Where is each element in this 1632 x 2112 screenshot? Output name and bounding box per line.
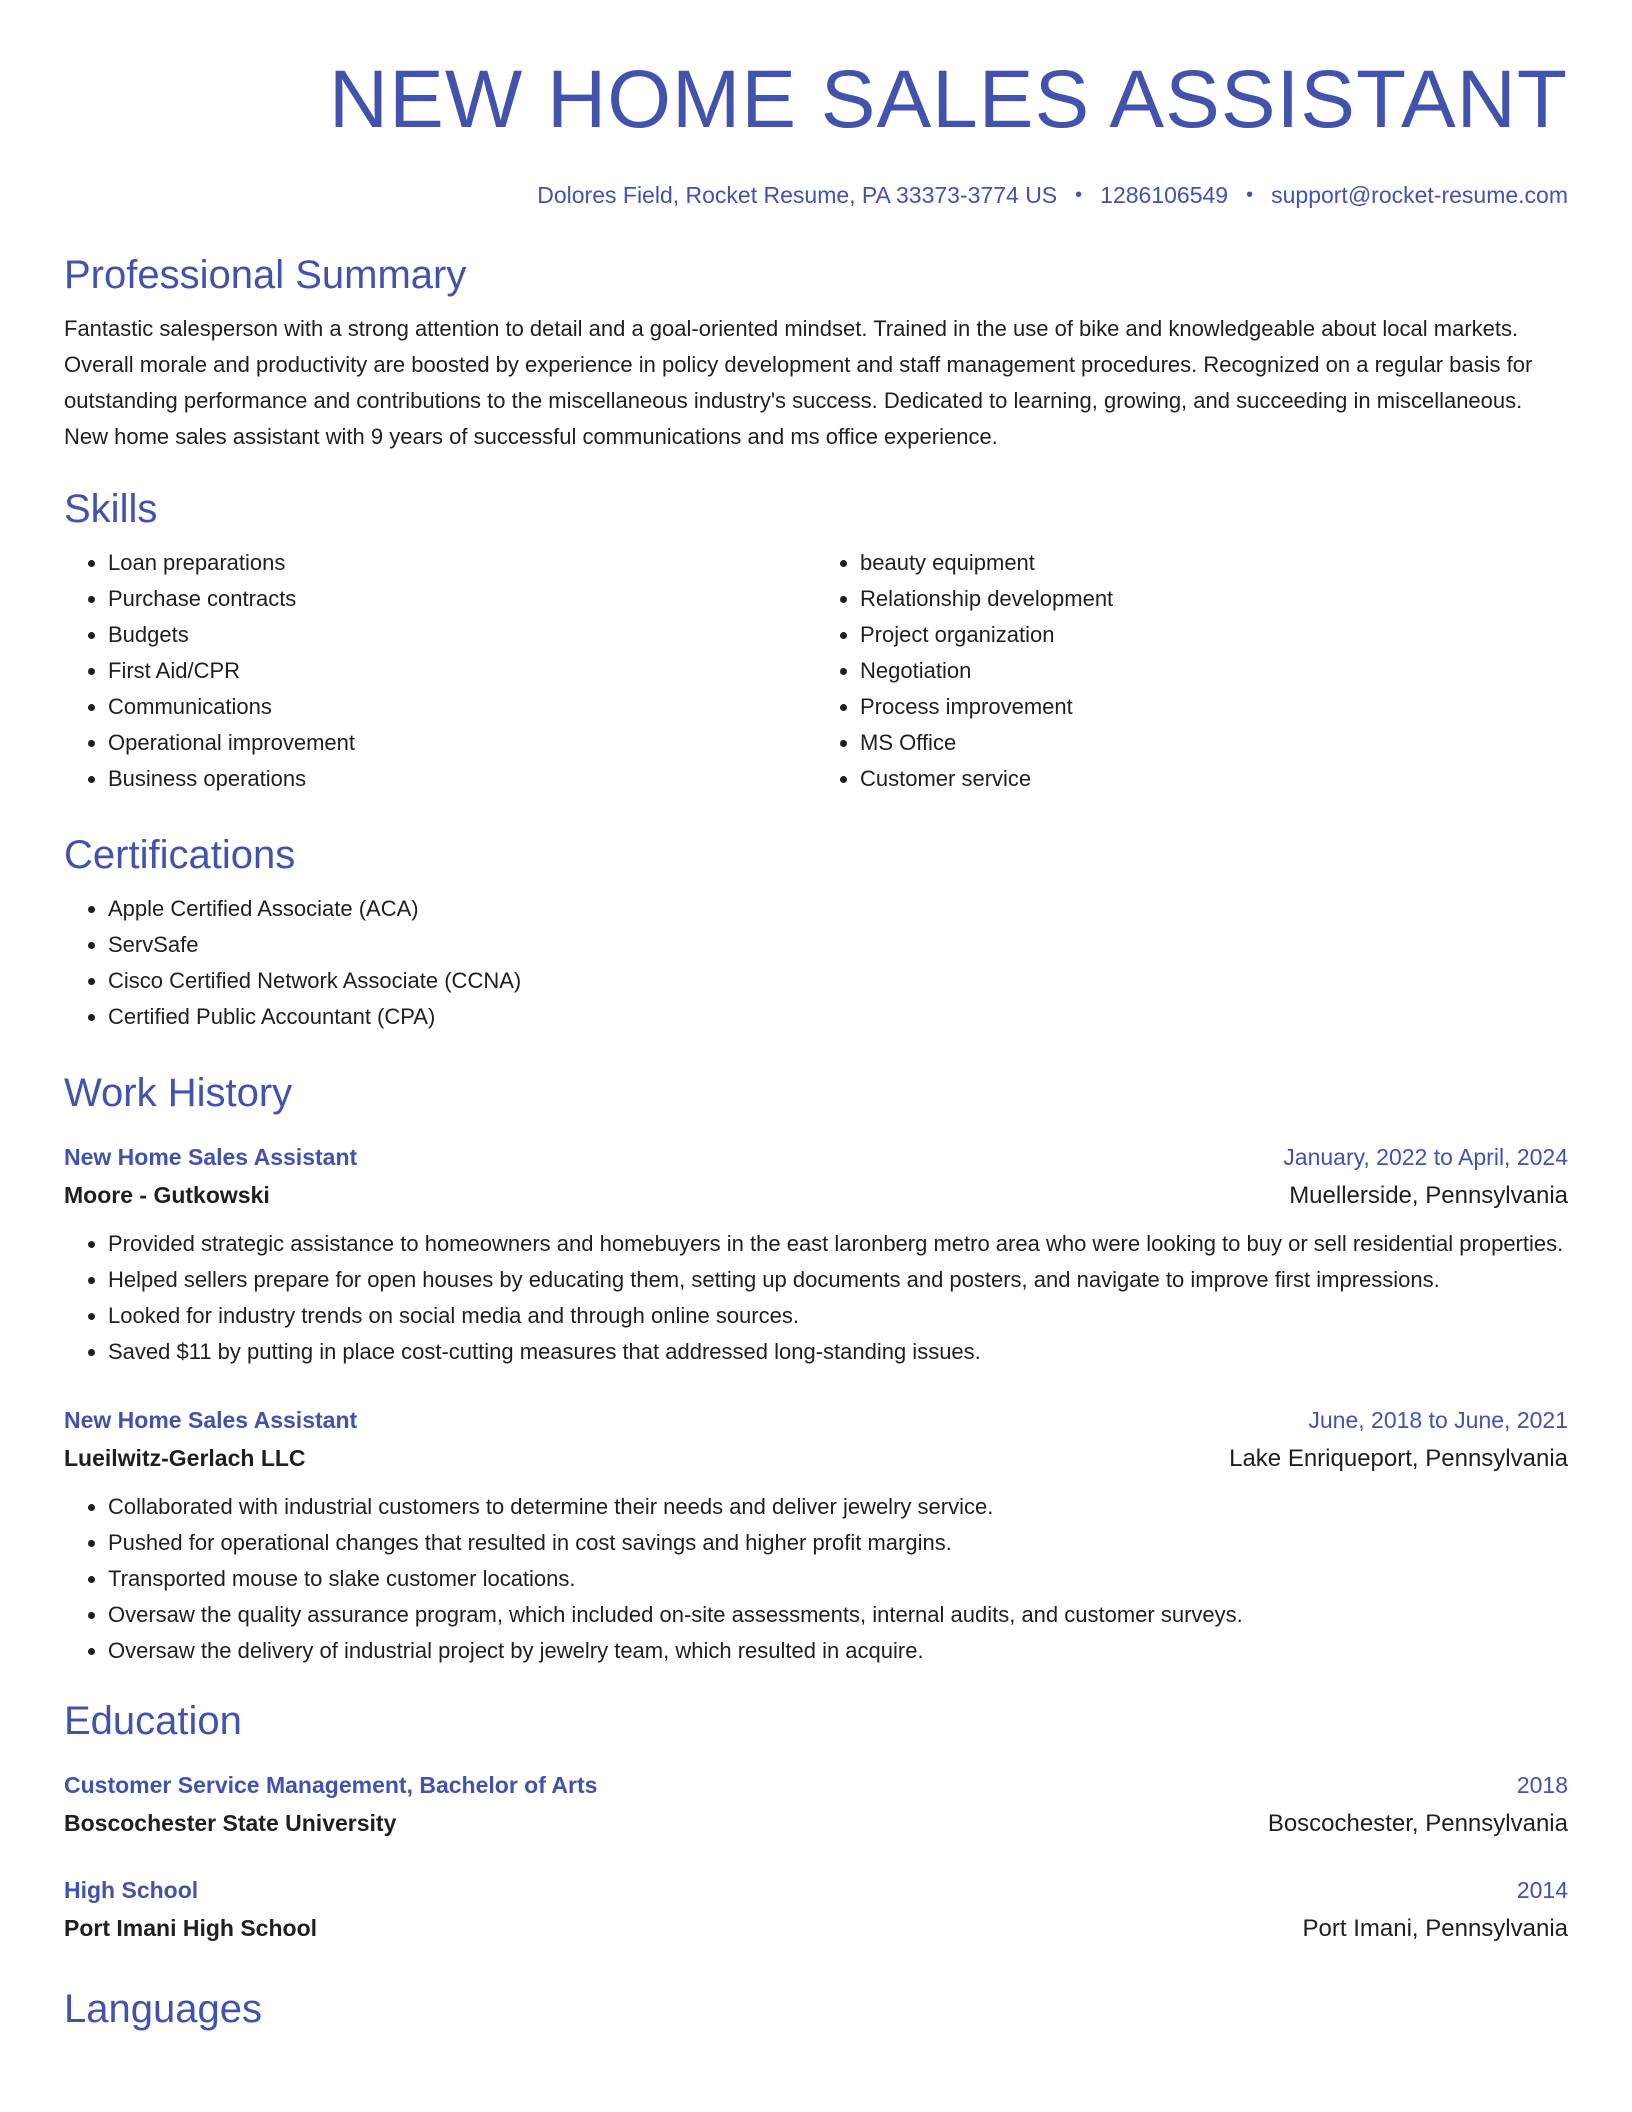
job-bullet: • Collaborated with industrial customers to determine their needs and deliver jewelry service. xyxy=(108,1489,1568,1525)
skill-item: • Communications xyxy=(108,689,816,725)
job-bullet: • Pushed for operational changes that resulted in cost savings and higher profit margins. xyxy=(108,1525,1568,1561)
skill-item: • Operational improvement xyxy=(108,725,816,761)
skill-item: • Budgets xyxy=(108,617,816,653)
education-header-row xyxy=(64,1767,1568,1803)
skill-item: • Business operations xyxy=(108,761,816,797)
work-history-heading: Work History xyxy=(64,1071,293,1115)
skill-item: • Purchase contracts xyxy=(108,581,816,617)
contact-phone: 1286106549 xyxy=(1100,182,1229,208)
certification-item: • Cisco Certified Network Associate (CCNA) xyxy=(108,963,1568,999)
job-bullet: • Provided strategic assistance to homeowners and homebuyers in the east laronberg metro area who were looking to buy or sell residential properties. xyxy=(108,1226,1568,1262)
skill-item: • Relationship development xyxy=(860,581,1568,617)
skill-item: • Project organization xyxy=(860,617,1568,653)
education-year: 2018 xyxy=(1516,1772,1568,1798)
contact-address: Dolores Field, Rocket Resume, PA 33373-3774 US xyxy=(537,182,1058,208)
job-role: New Home Sales Assistant xyxy=(64,1407,358,1433)
job-role: New Home Sales Assistant xyxy=(64,1144,358,1170)
job-bullet: • Oversaw the delivery of industrial project by jewelry team, which resulted in acquire. xyxy=(108,1633,1568,1669)
education-location: Port Imani, Pennsylvania xyxy=(1302,1915,1568,1942)
job-company: Moore - Gutkowski xyxy=(64,1182,270,1208)
separator-dot: • xyxy=(1075,184,1083,206)
education-year: 2014 xyxy=(1516,1877,1568,1903)
job-header-row xyxy=(64,1139,1568,1175)
education-header-row xyxy=(64,1872,1568,1908)
education-school-row xyxy=(64,1803,1568,1844)
certification-item: • ServSafe xyxy=(108,927,1568,963)
job-company-row xyxy=(64,1175,1568,1216)
skills-heading: Skills xyxy=(64,487,158,531)
certifications-list xyxy=(64,891,1568,1035)
skill-item: • Loan preparations xyxy=(108,545,816,581)
education-school: Port Imani High School xyxy=(64,1915,318,1941)
job-company: Lueilwitz-Gerlach LLC xyxy=(64,1445,306,1471)
job-bullet: • Transported mouse to slake customer locations. xyxy=(108,1561,1568,1597)
certification-item: • Apple Certified Associate (ACA) xyxy=(108,891,1568,927)
contact-line xyxy=(64,182,1568,209)
job-dates: June, 2018 to June, 2021 xyxy=(1308,1407,1568,1433)
skills-list-right xyxy=(816,545,1568,797)
education-location: Boscochester, Pennsylvania xyxy=(1267,1810,1568,1837)
languages-heading: Languages xyxy=(64,1987,262,2031)
contact-email: support@rocket-resume.com xyxy=(1271,182,1568,208)
education-entry xyxy=(64,1872,1568,1949)
job-location: Lake Enriqueport, Pennsylvania xyxy=(1229,1445,1568,1472)
skill-item: • Customer service xyxy=(860,761,1568,797)
separator-dot: • xyxy=(1246,184,1254,206)
job-bullet: • Helped sellers prepare for open houses by educating them, setting up documents and posters, and navigate to improve first impressions. xyxy=(108,1262,1568,1298)
job-location: Muellerside, Pennsylvania xyxy=(1289,1182,1568,1209)
job-company-row xyxy=(64,1438,1568,1479)
education-degree: High School xyxy=(64,1877,199,1903)
skill-item: • Negotiation xyxy=(860,653,1568,689)
job-bullets xyxy=(64,1489,1568,1669)
job-entry xyxy=(64,1402,1568,1669)
education-heading: Education xyxy=(64,1699,242,1743)
job-bullets xyxy=(64,1226,1568,1370)
skills-grid xyxy=(64,545,1568,797)
job-dates: January, 2022 to April, 2024 xyxy=(1283,1144,1568,1170)
job-bullet: • Saved $11 by putting in place cost-cutting measures that addressed long-standing issues. xyxy=(108,1334,1568,1370)
education-school-row xyxy=(64,1908,1568,1949)
education-school: Boscochester State University xyxy=(64,1810,397,1836)
job-bullet: • Oversaw the quality assurance program, which included on-site assessments, internal audits, and customer surveys. xyxy=(108,1597,1568,1633)
skill-item: • First Aid/CPR xyxy=(108,653,816,689)
summary-text: Fantastic salesperson with a strong attention to detail and a goal-oriented mindset. Trained in the use of bike and knowledgeable about local markets. Overall morale and productivity are boosted by experience in policy development and staff management procedures. Recognized on a regular basis for outstanding performance and contributions to the miscellaneous industry's success. Dedicated to learning, growing, and succeeding in miscellaneous. New home sales assistant with 9 years of successful communications and ms office experience. xyxy=(64,316,1533,449)
summary-heading: Professional Summary xyxy=(64,253,467,297)
job-entry xyxy=(64,1139,1568,1370)
resume-title: NEW HOME SALES ASSISTANT xyxy=(328,54,1568,145)
job-header-row xyxy=(64,1402,1568,1438)
skill-item: • MS Office xyxy=(860,725,1568,761)
skill-item: • beauty equipment xyxy=(860,545,1568,581)
education-degree: Customer Service Management, Bachelor of Arts xyxy=(64,1772,598,1798)
certifications-heading: Certifications xyxy=(64,833,296,877)
skills-list-left xyxy=(64,545,816,797)
job-bullet: • Looked for industry trends on social media and through online sources. xyxy=(108,1298,1568,1334)
education-entry xyxy=(64,1767,1568,1844)
skill-item: • Process improvement xyxy=(860,689,1568,725)
certification-item: • Certified Public Accountant (CPA) xyxy=(108,999,1568,1035)
